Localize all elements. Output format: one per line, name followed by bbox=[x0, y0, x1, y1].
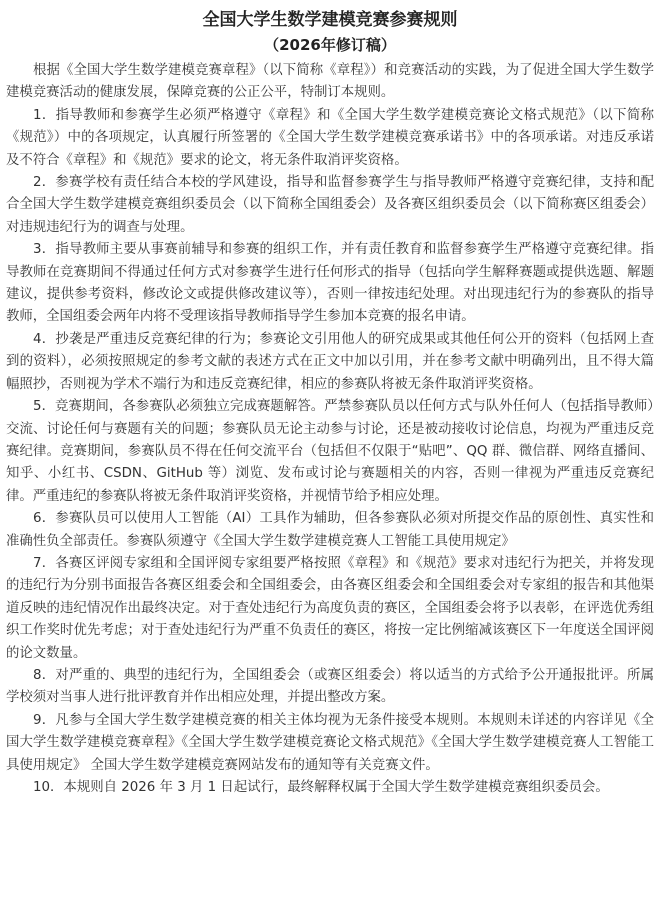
rule-9-paragraph: 9．凡参与全国大学生数学建模竞赛的相关主体均视为无条件接受本规则。本规则未详述的内容详见《全国大学生数学建模竞赛章程》《全国大学生数学建模竞赛论文格式规范》《全国大学生数学建模竞赛人工智能工具使用规定》 全国大学生数学建模竞赛网站发布的通知等有关竞赛文件。 bbox=[6, 712, 654, 773]
rule-2-paragraph: 2．参赛学校有责任结合本校的学风建设，指导和监督参赛学生与指导教师严格遵守竞赛纪律，支持和配合全国大学生数学建模竞赛组织委员会（以下简称全国组委会）及各赛区组织委员会（以下简称赛区组委会）对违规违纪行为的调查与处理。 bbox=[6, 175, 654, 235]
document-subtitle: （2026年修订稿） bbox=[264, 36, 396, 54]
document-title: 全国大学生数学建模竞赛参赛规则 bbox=[202, 10, 458, 30]
rule-1-paragraph: 1．指导教师和参赛学生必须严格遵守《章程》和《全国大学生数学建模竞赛论文格式规范》（以下简称《规范》）中的各项规定，认真履行所签署的《全国大学生数学建模竞赛承诺书》中的各项承诺。对违反承诺及不符合《章程》和《规范》要求的论文，将无条件取消评奖资格。 bbox=[6, 107, 654, 168]
rule-5-paragraph: 5．竞赛期间，各参赛队必须独立完成赛题解答。严禁参赛队员以任何方式与队外任何人（包括指导教师）交流、讨论任何与赛题有关的问题；参赛队员无论主动参与讨论，还是被动接收讨论信息，均视为严重违反竞赛纪律。竞赛期间，参赛队员不得在任何交流平台（包括但不仅限于“贴吧”、QQ 群、微信群、网络直播间、知乎、小红书、CSDN、GitHub 等）浏览、发布或讨论与赛题相关的内容，否则一律视为严重违反竞赛纪律。严重违纪的参赛队将被无条件取消评奖资格，并视情节给予相应处理。 bbox=[6, 399, 654, 504]
rule-4-paragraph: 4．抄袭是严重违反竞赛纪律的行为；参赛论文引用他人的研究成果或其他任何公开的资料（包括网上查到的资料），必须按照规定的参考文献的表述方式在正文中加以引用，并在参考文献中明确列出，且不得大篇幅照抄，否则视为学术不端行为和违反竞赛纪律，相应的参赛队将被无条件取消评奖资格。 bbox=[6, 331, 654, 392]
rule-7-paragraph: 7．各赛区评阅专家组和全国评阅专家组要严格按照《章程》和《规范》要求对违纪行为把关，并将发现的违纪行为分别书面报告各赛区组委会和全国组委会，由各赛区组委会和全国组委会对专家组的报告和其他渠道反映的违纪情况作出最终决定。对于查处违纪行为高度负责的赛区，全国组委会将予以表彰，在评选优秀组织工作奖时优先考虑；对于查处违纪行为严重不负责任的赛区，将按一定比例缩减该赛区下一年度送全国评阅的论文数量。 bbox=[6, 555, 654, 661]
rule-3-paragraph: 3．指导教师主要从事赛前辅导和参赛的组织工作，并有责任教育和监督参赛学生严格遵守竞赛纪律。指导教师在竞赛期间不得通过任何方式对参赛学生进行任何形式的指导（包括向学生解释赛题或提供选题、解题建议，提供参考资料，修改论文或提供修改建议等），否则一律按违纪处理。对出现违纪行为的参赛队的指导教师，全国组委会两年内将不受理该指导教师指导学生参加本竞赛的报名申请。 bbox=[6, 242, 654, 325]
rule-8-paragraph: 8．对严重的、典型的违纪行为，全国组委会（或赛区组委会）将以适当的方式给予公开通报批评。所属学校须对当事人进行批评教育并作出相应处理，并提出整改方案。 bbox=[6, 667, 654, 706]
rule-6-paragraph: 6．参赛队员可以使用人工智能（AI）工具作为辅助，但各参赛队必须对所提交作品的原创性、真实性和准确性负全部责任。参赛队须遵守《全国大学生数学建模竞赛人工智能工具使用规定》 bbox=[6, 511, 654, 549]
rule-10-paragraph: 10．本规则自 2026 年 3 月 1 日起试行，最终解释权属于全国大学生数学建模竞赛组织委员会。 bbox=[33, 780, 609, 795]
intro-paragraph: 根据《全国大学生数学建模竞赛章程》（以下简称《章程》）和竞赛活动的实践，为了促进全国大学生数学建模竞赛活动的健康发展，保障竞赛的公正公平，特制订本规则。 bbox=[6, 63, 654, 101]
